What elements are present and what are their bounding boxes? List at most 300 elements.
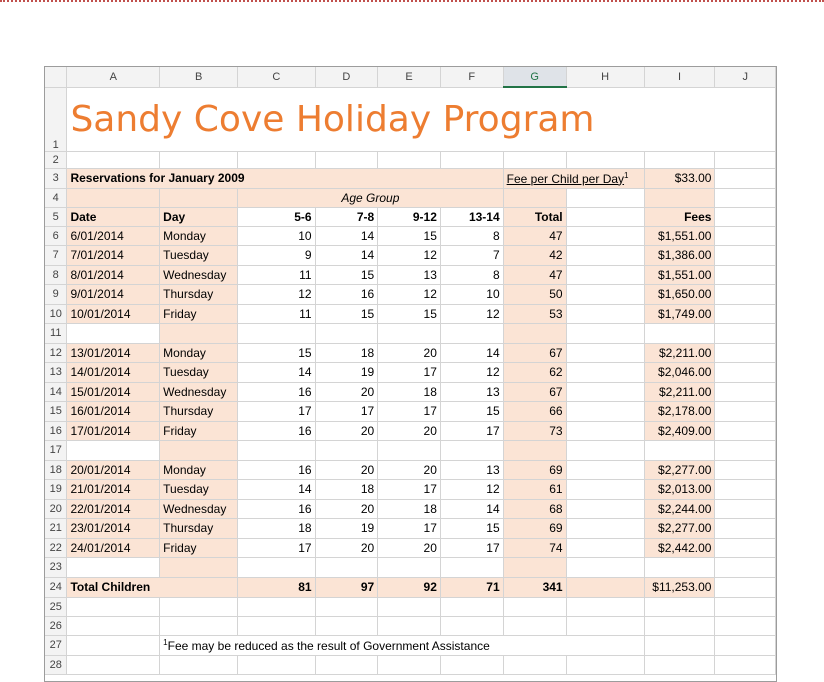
column-header-I[interactable]: I: [644, 67, 715, 87]
cell-A26[interactable]: [67, 616, 160, 635]
row-header-25[interactable]: 25: [45, 597, 67, 616]
row-header-21[interactable]: 21: [45, 519, 67, 539]
header-age-13-14[interactable]: 13-14: [440, 207, 503, 226]
age-7-8-cell[interactable]: 20: [315, 538, 378, 558]
day-cell[interactable]: Monday: [160, 343, 238, 363]
cell-J20[interactable]: [715, 499, 776, 519]
date-cell[interactable]: 13/01/2014: [67, 343, 160, 363]
age-9-12-cell[interactable]: 20: [378, 460, 441, 480]
cell-D26[interactable]: [315, 616, 378, 635]
date-cell[interactable]: 20/01/2014: [67, 460, 160, 480]
total-cell[interactable]: 61: [503, 480, 566, 500]
cell-H10[interactable]: [566, 304, 644, 324]
day-cell[interactable]: Wednesday: [160, 382, 238, 402]
cell-D11[interactable]: [315, 324, 378, 344]
age-5-6-cell[interactable]: 16: [238, 421, 315, 441]
column-header-C[interactable]: C: [238, 67, 315, 87]
cell-D17[interactable]: [315, 441, 378, 461]
row-header-24[interactable]: 24: [45, 577, 67, 597]
column-header-E[interactable]: E: [378, 67, 441, 87]
column-header-J[interactable]: J: [715, 67, 776, 87]
fees-cell[interactable]: $1,650.00: [644, 285, 715, 305]
total-cell[interactable]: 68: [503, 499, 566, 519]
age-5-6-cell[interactable]: 9: [238, 246, 315, 266]
age-7-8-cell[interactable]: 17: [315, 402, 378, 422]
age-group-label[interactable]: Age Group: [238, 188, 504, 207]
age-5-6-cell[interactable]: 12: [238, 285, 315, 305]
date-cell[interactable]: 6/01/2014: [67, 226, 160, 246]
row-header-28[interactable]: 28: [45, 655, 67, 674]
row-header-1[interactable]: 1: [45, 87, 67, 151]
cell-J26[interactable]: [715, 616, 776, 635]
cell-B17[interactable]: [160, 441, 238, 461]
cell-H11[interactable]: [566, 324, 644, 344]
cell-G25[interactable]: [503, 597, 566, 616]
cell-H15[interactable]: [566, 402, 644, 422]
column-header-F[interactable]: F: [440, 67, 503, 87]
fee-label-cell[interactable]: [503, 168, 644, 188]
age-5-6-cell[interactable]: 15: [238, 343, 315, 363]
cell-J25[interactable]: [715, 597, 776, 616]
cell-B26[interactable]: [160, 616, 238, 635]
cell-E28[interactable]: [378, 655, 441, 674]
cell-C25[interactable]: [238, 597, 315, 616]
fees-cell[interactable]: $1,749.00: [644, 304, 715, 324]
age-13-14-cell[interactable]: 12: [440, 304, 503, 324]
cell-A11[interactable]: [67, 324, 160, 344]
cell-J24[interactable]: [715, 577, 776, 597]
date-cell[interactable]: 24/01/2014: [67, 538, 160, 558]
age-9-12-cell[interactable]: 20: [378, 421, 441, 441]
fees-cell[interactable]: $2,277.00: [644, 519, 715, 539]
cell-G17[interactable]: [503, 441, 566, 461]
age-9-12-cell[interactable]: 17: [378, 480, 441, 500]
reservations-label[interactable]: Reservations for January 2009: [67, 168, 503, 188]
cell-I17[interactable]: [644, 441, 715, 461]
row-header-5[interactable]: 5: [45, 207, 67, 226]
cell-G2[interactable]: [503, 151, 566, 168]
age-9-12-cell[interactable]: 15: [378, 304, 441, 324]
age-5-6-cell[interactable]: 14: [238, 363, 315, 383]
fees-cell[interactable]: $2,442.00: [644, 538, 715, 558]
age-13-14-cell[interactable]: 8: [440, 226, 503, 246]
cell-H17[interactable]: [566, 441, 644, 461]
fees-cell[interactable]: $2,211.00: [644, 343, 715, 363]
cell-H14[interactable]: [566, 382, 644, 402]
cell-B28[interactable]: [160, 655, 238, 674]
total-cell[interactable]: 69: [503, 460, 566, 480]
cell-A4[interactable]: [67, 188, 160, 207]
row-header-22[interactable]: 22: [45, 538, 67, 558]
day-cell[interactable]: Friday: [160, 538, 238, 558]
cell-C11[interactable]: [238, 324, 315, 344]
header-total[interactable]: Total: [503, 207, 566, 226]
total-cell[interactable]: 74: [503, 538, 566, 558]
column-header-D[interactable]: D: [315, 67, 378, 87]
day-cell[interactable]: Friday: [160, 421, 238, 441]
age-5-6-cell[interactable]: 17: [238, 538, 315, 558]
date-cell[interactable]: 22/01/2014: [67, 499, 160, 519]
age-5-6-cell[interactable]: 10: [238, 226, 315, 246]
age-9-12-cell[interactable]: 17: [378, 519, 441, 539]
cell-H18[interactable]: [566, 460, 644, 480]
cell-G26[interactable]: [503, 616, 566, 635]
date-cell[interactable]: 10/01/2014: [67, 304, 160, 324]
total-cell[interactable]: 67: [503, 382, 566, 402]
cell-J14[interactable]: [715, 382, 776, 402]
cell-C23[interactable]: [238, 558, 315, 578]
cell-A17[interactable]: [67, 441, 160, 461]
header-age-5-6[interactable]: 5-6: [238, 207, 315, 226]
age-13-14-cell[interactable]: 13: [440, 460, 503, 480]
total-age-9-12[interactable]: 92: [378, 577, 441, 597]
cell-H24[interactable]: [566, 577, 644, 597]
day-cell[interactable]: Wednesday: [160, 499, 238, 519]
cell-J18[interactable]: [715, 460, 776, 480]
data-row: [45, 480, 776, 500]
cell-E26[interactable]: [378, 616, 441, 635]
cell-G28[interactable]: [503, 655, 566, 674]
row-header-26[interactable]: 26: [45, 616, 67, 635]
fee-value[interactable]: $33.00: [644, 168, 715, 188]
cell-J5[interactable]: [715, 207, 776, 226]
column-header-H[interactable]: H: [566, 67, 644, 87]
row-header-13[interactable]: 13: [45, 363, 67, 383]
total-cell[interactable]: 42: [503, 246, 566, 266]
cell-F26[interactable]: [440, 616, 503, 635]
day-cell[interactable]: Thursday: [160, 402, 238, 422]
day-cell[interactable]: Tuesday: [160, 363, 238, 383]
age-7-8-cell[interactable]: 16: [315, 285, 378, 305]
cell-H2[interactable]: [566, 151, 644, 168]
age-13-14-cell[interactable]: 14: [440, 343, 503, 363]
cell-J12[interactable]: [715, 343, 776, 363]
cell-E2[interactable]: [378, 151, 441, 168]
fees-cell[interactable]: $1,551.00: [644, 265, 715, 285]
cell-G4[interactable]: [503, 188, 566, 207]
cell-F11[interactable]: [440, 324, 503, 344]
header-date[interactable]: Date: [67, 207, 160, 226]
cell-H7[interactable]: [566, 246, 644, 266]
cell-J15[interactable]: [715, 402, 776, 422]
total-age-13-14[interactable]: 71: [440, 577, 503, 597]
age-7-8-cell[interactable]: 18: [315, 343, 378, 363]
cell-J23[interactable]: [715, 558, 776, 578]
age-5-6-cell[interactable]: 11: [238, 265, 315, 285]
spreadsheet-grid[interactable]: [44, 66, 777, 682]
age-5-6-cell[interactable]: 14: [238, 480, 315, 500]
row-header-7[interactable]: 7: [45, 246, 67, 266]
cell-B23[interactable]: [160, 558, 238, 578]
cell-B11[interactable]: [160, 324, 238, 344]
age-13-14-cell[interactable]: 10: [440, 285, 503, 305]
cell-G23[interactable]: [503, 558, 566, 578]
row-header-4[interactable]: 4: [45, 188, 67, 207]
age-13-14-cell[interactable]: 17: [440, 421, 503, 441]
cell-I4[interactable]: [644, 188, 715, 207]
cell-B4[interactable]: [160, 188, 238, 207]
cell-I2[interactable]: [644, 151, 715, 168]
cell-D25[interactable]: [315, 597, 378, 616]
cell-J28[interactable]: [715, 655, 776, 674]
cell-H26[interactable]: [566, 616, 644, 635]
cell-H25[interactable]: [566, 597, 644, 616]
cell-J11[interactable]: [715, 324, 776, 344]
data-row: [45, 265, 776, 285]
cell-J7[interactable]: [715, 246, 776, 266]
age-9-12-cell[interactable]: 17: [378, 363, 441, 383]
age-7-8-cell[interactable]: 20: [315, 499, 378, 519]
cell-E23[interactable]: [378, 558, 441, 578]
column-header-A[interactable]: A: [67, 67, 160, 87]
cell-F2[interactable]: [440, 151, 503, 168]
row-header-6[interactable]: 6: [45, 226, 67, 246]
row-header-16[interactable]: 16: [45, 421, 67, 441]
total-cell[interactable]: 62: [503, 363, 566, 383]
age-13-14-cell[interactable]: 12: [440, 363, 503, 383]
cell-I28[interactable]: [644, 655, 715, 674]
total-cell[interactable]: 69: [503, 519, 566, 539]
age-13-14-cell[interactable]: 15: [440, 519, 503, 539]
total-children-label[interactable]: Total Children: [67, 577, 238, 597]
row-header-18[interactable]: 18: [45, 460, 67, 480]
age-13-14-cell[interactable]: 8: [440, 265, 503, 285]
age-5-6-cell[interactable]: 17: [238, 402, 315, 422]
total-age-5-6[interactable]: 81: [238, 577, 315, 597]
cell-F25[interactable]: [440, 597, 503, 616]
age-9-12-cell[interactable]: 20: [378, 343, 441, 363]
age-7-8-cell[interactable]: 15: [315, 304, 378, 324]
header-age-9-12[interactable]: 9-12: [378, 207, 441, 226]
cell-H20[interactable]: [566, 499, 644, 519]
age-13-14-cell[interactable]: 12: [440, 480, 503, 500]
age-7-8-cell[interactable]: 19: [315, 363, 378, 383]
cell-J27[interactable]: [644, 635, 715, 655]
day-cell[interactable]: Thursday: [160, 519, 238, 539]
row-header-9[interactable]: 9: [45, 285, 67, 305]
day-cell[interactable]: Tuesday: [160, 246, 238, 266]
total-cell[interactable]: 47: [503, 226, 566, 246]
age-13-14-cell[interactable]: 7: [440, 246, 503, 266]
row-header-8[interactable]: 8: [45, 265, 67, 285]
total-total[interactable]: 341: [503, 577, 566, 597]
cell-J8[interactable]: [715, 265, 776, 285]
fees-cell[interactable]: $2,211.00: [644, 382, 715, 402]
cell-F23[interactable]: [440, 558, 503, 578]
cell-H21[interactable]: [566, 519, 644, 539]
page-border-line: [0, 0, 824, 2]
row-header-12[interactable]: 12: [45, 343, 67, 363]
cell-A2[interactable]: [67, 151, 160, 168]
cell-E17[interactable]: [378, 441, 441, 461]
cell-A27[interactable]: [67, 635, 160, 655]
cell-J16[interactable]: [715, 421, 776, 441]
header-day[interactable]: Day: [160, 207, 238, 226]
row-header-10[interactable]: 10: [45, 304, 67, 324]
total-age-7-8[interactable]: 97: [315, 577, 378, 597]
age-7-8-cell[interactable]: 14: [315, 226, 378, 246]
header-age-7-8[interactable]: 7-8: [315, 207, 378, 226]
cell-C2[interactable]: [238, 151, 315, 168]
cell-I25[interactable]: [644, 597, 715, 616]
cell-J10[interactable]: [715, 304, 776, 324]
total-cell[interactable]: 50: [503, 285, 566, 305]
day-cell[interactable]: Thursday: [160, 285, 238, 305]
age-9-12-cell[interactable]: 13: [378, 265, 441, 285]
cell-J4[interactable]: [715, 188, 776, 207]
cell-A25[interactable]: [67, 597, 160, 616]
column-header-B[interactable]: B: [160, 67, 238, 87]
day-cell[interactable]: Monday: [160, 460, 238, 480]
age-9-12-cell[interactable]: 12: [378, 246, 441, 266]
total-cell[interactable]: 73: [503, 421, 566, 441]
fees-cell[interactable]: $1,386.00: [644, 246, 715, 266]
cell-E25[interactable]: [378, 597, 441, 616]
date-cell[interactable]: 7/01/2014: [67, 246, 160, 266]
header-fees[interactable]: Fees: [644, 207, 715, 226]
date-cell[interactable]: 15/01/2014: [67, 382, 160, 402]
fees-cell[interactable]: $2,046.00: [644, 363, 715, 383]
date-cell[interactable]: 23/01/2014: [67, 519, 160, 539]
age-5-6-cell[interactable]: 16: [238, 460, 315, 480]
cell-B25[interactable]: [160, 597, 238, 616]
age-9-12-cell[interactable]: 18: [378, 382, 441, 402]
date-cell[interactable]: 17/01/2014: [67, 421, 160, 441]
row-header-17[interactable]: 17: [45, 441, 67, 461]
cell-C17[interactable]: [238, 441, 315, 461]
age-7-8-cell[interactable]: 15: [315, 265, 378, 285]
cell-E11[interactable]: [378, 324, 441, 344]
fees-cell[interactable]: $2,244.00: [644, 499, 715, 519]
cell-D2[interactable]: [315, 151, 378, 168]
row-header-11[interactable]: 11: [45, 324, 67, 344]
cell-K27[interactable]: [715, 635, 776, 655]
fees-cell[interactable]: $1,551.00: [644, 226, 715, 246]
fees-cell[interactable]: $2,277.00: [644, 460, 715, 480]
cell-G11[interactable]: [503, 324, 566, 344]
cell-F17[interactable]: [440, 441, 503, 461]
cell-J17[interactable]: [715, 441, 776, 461]
total-cell[interactable]: 53: [503, 304, 566, 324]
age-5-6-cell[interactable]: 11: [238, 304, 315, 324]
age-9-12-cell[interactable]: 17: [378, 402, 441, 422]
cell-D23[interactable]: [315, 558, 378, 578]
row-header-27[interactable]: 27: [45, 635, 67, 655]
cell-J21[interactable]: [715, 519, 776, 539]
select-all-corner[interactable]: [45, 67, 67, 87]
age-13-14-cell[interactable]: 13: [440, 382, 503, 402]
cell-J9[interactable]: [715, 285, 776, 305]
cell-H8[interactable]: [566, 265, 644, 285]
data-row: [45, 246, 776, 266]
age-9-12-cell[interactable]: 18: [378, 499, 441, 519]
sheet-title[interactable]: Sandy Cove Holiday Program: [67, 87, 776, 151]
cell-J2[interactable]: [715, 151, 776, 168]
age-13-14-cell[interactable]: 14: [440, 499, 503, 519]
age-7-8-cell[interactable]: 20: [315, 382, 378, 402]
fees-cell[interactable]: $2,409.00: [644, 421, 715, 441]
cell-J6[interactable]: [715, 226, 776, 246]
cell-B2[interactable]: [160, 151, 238, 168]
cell-H9[interactable]: [566, 285, 644, 305]
row-header-19[interactable]: 19: [45, 480, 67, 500]
cell-D28[interactable]: [315, 655, 378, 674]
total-cell[interactable]: 47: [503, 265, 566, 285]
total-cell[interactable]: 66: [503, 402, 566, 422]
cell-J13[interactable]: [715, 363, 776, 383]
footnote-cell[interactable]: [160, 635, 644, 655]
cell-H19[interactable]: [566, 480, 644, 500]
fees-cell[interactable]: $2,013.00: [644, 480, 715, 500]
date-cell[interactable]: 8/01/2014: [67, 265, 160, 285]
cell-H4[interactable]: [566, 188, 644, 207]
cell-H6[interactable]: [566, 226, 644, 246]
cell-A23[interactable]: [67, 558, 160, 578]
cell-H5[interactable]: [566, 207, 644, 226]
cell-H22[interactable]: [566, 538, 644, 558]
total-fees[interactable]: $11,253.00: [644, 577, 715, 597]
column-header-G[interactable]: G: [503, 67, 566, 87]
age-5-6-cell[interactable]: 16: [238, 499, 315, 519]
age-9-12-cell[interactable]: 20: [378, 538, 441, 558]
age-7-8-cell[interactable]: 14: [315, 246, 378, 266]
cell-J3[interactable]: [715, 168, 776, 188]
age-7-8-cell[interactable]: 20: [315, 460, 378, 480]
day-cell[interactable]: Tuesday: [160, 480, 238, 500]
total-cell[interactable]: 67: [503, 343, 566, 363]
cell-H16[interactable]: [566, 421, 644, 441]
date-cell[interactable]: 16/01/2014: [67, 402, 160, 422]
day-cell[interactable]: Monday: [160, 226, 238, 246]
cell-H12[interactable]: [566, 343, 644, 363]
day-cell[interactable]: Wednesday: [160, 265, 238, 285]
row-header-15[interactable]: 15: [45, 402, 67, 422]
day-cell[interactable]: Friday: [160, 304, 238, 324]
cell-C26[interactable]: [238, 616, 315, 635]
cell-I11[interactable]: [644, 324, 715, 344]
age-9-12-cell[interactable]: 12: [378, 285, 441, 305]
age-9-12-cell[interactable]: 15: [378, 226, 441, 246]
row-header-3[interactable]: 3: [45, 168, 67, 188]
age-7-8-cell[interactable]: 20: [315, 421, 378, 441]
age-7-8-cell[interactable]: 19: [315, 519, 378, 539]
age-13-14-cell[interactable]: 15: [440, 402, 503, 422]
date-cell[interactable]: 21/01/2014: [67, 480, 160, 500]
fees-cell[interactable]: $2,178.00: [644, 402, 715, 422]
date-cell[interactable]: 9/01/2014: [67, 285, 160, 305]
age-13-14-cell[interactable]: 17: [440, 538, 503, 558]
row-header-20[interactable]: 20: [45, 499, 67, 519]
row-header-2[interactable]: 2: [45, 151, 67, 168]
row-header-23[interactable]: 23: [45, 558, 67, 578]
cell-H13[interactable]: [566, 363, 644, 383]
cell-H28[interactable]: [566, 655, 644, 674]
cell-J19[interactable]: [715, 480, 776, 500]
cell-F28[interactable]: [440, 655, 503, 674]
row-header-14[interactable]: 14: [45, 382, 67, 402]
cell-I26[interactable]: [644, 616, 715, 635]
age-5-6-cell[interactable]: 18: [238, 519, 315, 539]
age-5-6-cell[interactable]: 16: [238, 382, 315, 402]
cell-H23[interactable]: [566, 558, 644, 578]
date-cell[interactable]: 14/01/2014: [67, 363, 160, 383]
cell-I23[interactable]: [644, 558, 715, 578]
cell-A28[interactable]: [67, 655, 160, 674]
age-7-8-cell[interactable]: 18: [315, 480, 378, 500]
sheet-row-11: [45, 324, 776, 344]
cell-C28[interactable]: [238, 655, 315, 674]
cell-J22[interactable]: [715, 538, 776, 558]
